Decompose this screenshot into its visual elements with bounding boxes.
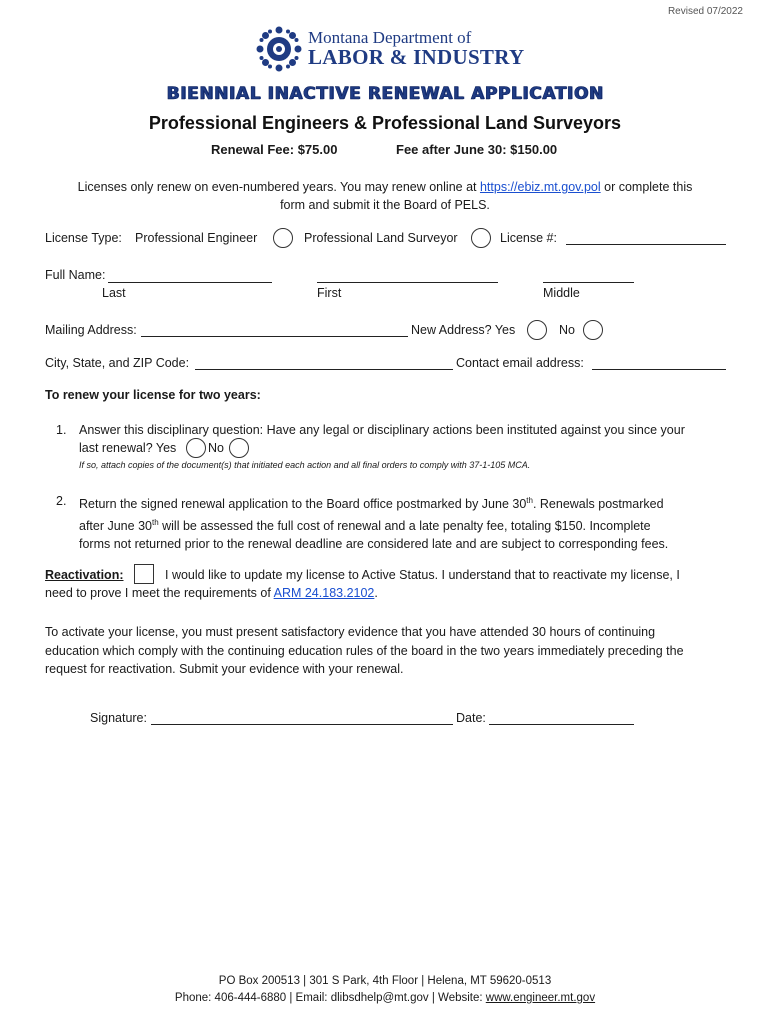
gear-seal-icon bbox=[256, 26, 302, 72]
date-field[interactable] bbox=[489, 724, 634, 725]
reactivation-checkbox[interactable] bbox=[134, 564, 154, 584]
item1-number: 1. bbox=[56, 423, 67, 437]
item1-note: If so, attach copies of the document(s) that initiated each action and all final orders to comply with 37-1-105 MCA. bbox=[79, 460, 531, 470]
city-state-zip-label: City, State, and ZIP Code: bbox=[45, 356, 190, 370]
city-state-zip-field[interactable] bbox=[195, 369, 453, 370]
signature-label: Signature: bbox=[90, 711, 147, 725]
first-name-field[interactable] bbox=[317, 282, 498, 283]
reactivation-line2-start: need to prove I meet the requirements of bbox=[45, 586, 274, 600]
pls-radio[interactable] bbox=[471, 228, 491, 248]
ebiz-link[interactable]: https://ebiz.mt.gov.pol bbox=[479, 180, 601, 194]
reactivation-para-line3: request for reactivation. Submit your evidence with your renewal. bbox=[45, 662, 404, 676]
full-name-label: Full Name: bbox=[45, 268, 106, 282]
reactivation-paragraph bbox=[45, 623, 735, 679]
first-name-caption: First bbox=[317, 286, 342, 300]
renewal-fee: Renewal Fee: $75.00 bbox=[211, 142, 338, 157]
footer-contact bbox=[0, 992, 770, 1004]
item1-no-label: No bbox=[208, 441, 224, 455]
license-type-label: License Type: bbox=[45, 231, 122, 245]
new-address-no-radio[interactable] bbox=[583, 320, 603, 340]
website-link[interactable]: www.engineer.mt.gov bbox=[485, 992, 596, 1004]
renew-heading: To renew your license for two years: bbox=[45, 388, 261, 402]
logo-org-line1: Montana Department of bbox=[308, 28, 472, 47]
new-address-no-label: No bbox=[559, 323, 575, 337]
item2-line3: forms not returned prior to the renewal deadline are considered late and are subject to corresponding fees. bbox=[79, 537, 669, 552]
late-fee: Fee after June 30: $150.00 bbox=[396, 142, 558, 157]
reactivation-para-line1: To activate your license, you must present satisfactory evidence that you have attended 30 hours of continuing bbox=[45, 625, 656, 639]
reactivation-label: Reactivation: bbox=[45, 568, 124, 582]
contact-email-field[interactable] bbox=[592, 369, 726, 370]
new-address-label: New Address? Yes bbox=[411, 323, 516, 337]
reactivation-line2-end: . bbox=[374, 586, 378, 600]
intro-text-start: Licenses only renew on even-numbered years. You may renew online at bbox=[77, 180, 480, 194]
footer-address: PO Box 200513 | 301 S Park, 4th Floor | Helena, MT 59620-0513 bbox=[218, 975, 552, 987]
disciplinary-yes-radio[interactable] bbox=[186, 438, 206, 458]
item1-question: Answer this disciplinary question: Have any legal or disciplinary actions been instituted against you since your bbox=[79, 423, 685, 437]
contact-email-label: Contact email address: bbox=[456, 356, 584, 370]
arm-link[interactable]: ARM 24.183.2102 bbox=[273, 586, 375, 600]
intro-text bbox=[40, 178, 730, 214]
item2-line2-start: after June 30 bbox=[79, 518, 152, 533]
last-name-caption: Last bbox=[102, 286, 126, 300]
footer-contact-text: Phone: 406-444-6880 | Email: dlibsdhelp@mt.gov | Website: bbox=[174, 992, 486, 1004]
pls-option-label: Professional Land Surveyor bbox=[304, 231, 458, 245]
item2-text bbox=[79, 492, 729, 554]
intro-text-line2: form and submit it the Board of PELS. bbox=[280, 198, 490, 212]
application-title: BIENNIAL INACTIVE RENEWAL APPLICATION bbox=[166, 84, 604, 104]
item2-number: 2. bbox=[56, 494, 67, 508]
item2-line1-start: Return the signed renewal application to the Board office postmarked by June 30 bbox=[79, 497, 527, 512]
reactivation-line1: I would like to update my license to Active Status. I understand that to reactivate my license, I bbox=[165, 568, 680, 582]
item2-sup1: th bbox=[526, 496, 533, 505]
revised-date: Revised 07/2022 bbox=[667, 6, 743, 17]
middle-name-caption: Middle bbox=[543, 286, 580, 300]
date-label: Date: bbox=[456, 711, 486, 725]
middle-name-field[interactable] bbox=[543, 282, 634, 283]
last-name-field[interactable] bbox=[108, 282, 272, 283]
item1-yes-label: last renewal? Yes bbox=[79, 441, 177, 455]
reactivation-line2 bbox=[45, 586, 378, 600]
license-number-field[interactable] bbox=[566, 244, 726, 245]
new-address-yes-radio[interactable] bbox=[527, 320, 547, 340]
signature-field[interactable] bbox=[151, 724, 453, 725]
disciplinary-no-radio[interactable] bbox=[229, 438, 249, 458]
intro-text-end: or complete this bbox=[600, 180, 693, 194]
reactivation-para-line2: education which comply with the continuing education rules of the board in the two years immediately preceding the bbox=[45, 643, 684, 658]
department-logo bbox=[256, 24, 525, 74]
logo-org-line2: LABOR & INDUSTRY bbox=[308, 45, 525, 69]
pe-option-label: Professional Engineer bbox=[135, 231, 258, 245]
item2-line1-end: . Renewals postmarked bbox=[532, 497, 664, 512]
item2-line2-end: will be assessed the full cost of renewal and a late penalty fee, totaling $150. Incomplete bbox=[158, 518, 651, 533]
pe-radio[interactable] bbox=[273, 228, 293, 248]
mailing-address-label: Mailing Address: bbox=[45, 323, 137, 337]
form-subtitle: Professional Engineers & Professional Land Surveyors bbox=[148, 113, 622, 133]
license-number-label: License #: bbox=[500, 231, 557, 245]
item2-sup2: th bbox=[151, 517, 159, 527]
mailing-address-field[interactable] bbox=[141, 336, 408, 337]
